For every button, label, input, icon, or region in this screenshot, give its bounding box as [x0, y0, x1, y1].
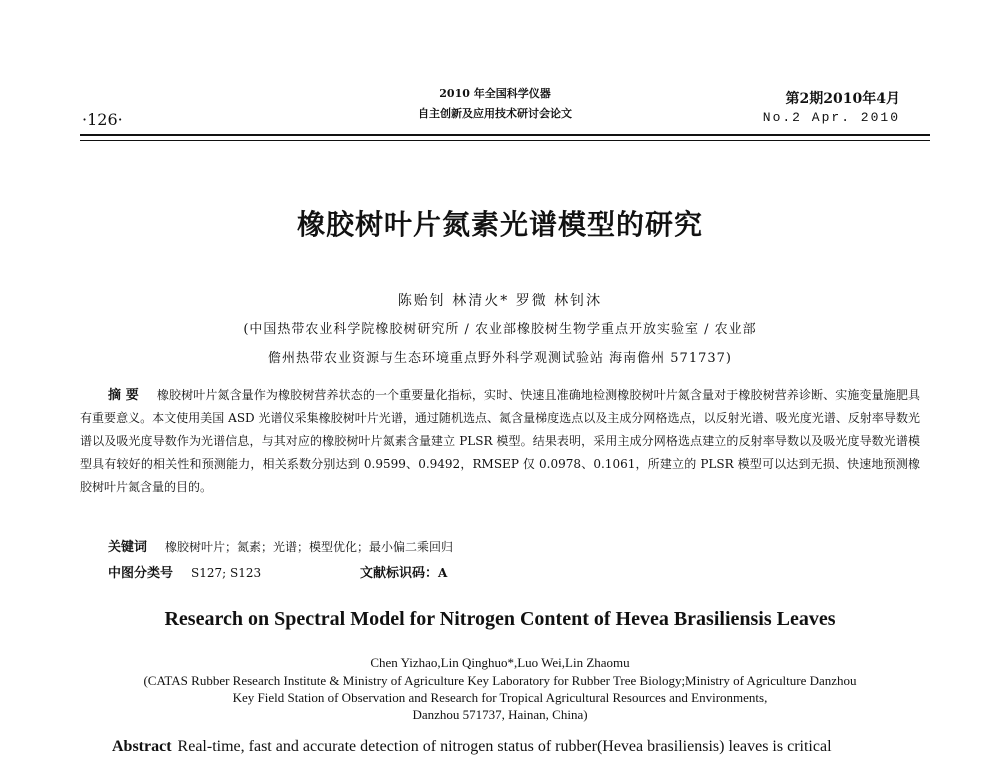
- authors-zh: 陈贻钊 林清火* 罗微 林钊沐: [397, 293, 603, 309]
- page-number: ·126·: [82, 110, 123, 129]
- affiliation-en-line-2: Key Field Station of Observation and Research for Tropical Agricultural Resources and Environments,: [232, 690, 768, 705]
- abstract-zh-text: 橡胶树叶片氮含量作为橡胶树营养状态的一个重要量化指标，实时、快速且准确地检测橡胶树叶片氮含量对于橡胶树营养诊断、实施变量施肥具有重要意义。本文使用美国 ASD 光谱仪采集橡胶树叶片光谱，通过随机选点、氮含量梯度选点以及主成分网格选点，以反射光谱、吸光度光谱、反射率导数光谱以及吸光度导数作为光谱信息，与其对应的橡胶树叶片氮素含量建立 PLSR 模型。结果表明，采用主成分网格选点建立的反射率导数以及吸光度导数光谱模型具有较好的相关性和预测能力，相关系数分别达到 0.9599、0.9492，RMSEP 仅 0.0978、0.1061，所建立的 PLSR 模型可以达到无损、快速地预测橡胶树叶片氮含量的目的。: [80, 388, 920, 494]
- doc-code-row: [360, 562, 447, 581]
- keywords-label: 关键词: [108, 540, 148, 555]
- conference-line-2: 自主创新及应用技术研讨会论文: [418, 107, 572, 120]
- issue-zh: 第2期2010年4月: [785, 91, 900, 107]
- header-rule-thin: [80, 140, 930, 141]
- keywords-row: [108, 536, 453, 555]
- issue-en: No.2 Apr. 2010: [762, 110, 900, 125]
- header-rule-thick: [80, 134, 930, 136]
- abstract-en-label: Abstract: [112, 738, 172, 755]
- keywords-text: 橡胶树叶片；氮素；光谱；模型优化；最小偏二乘回归: [165, 540, 454, 554]
- abstract-zh: [80, 384, 920, 499]
- classification-value: S127; S123: [191, 566, 262, 580]
- abstract-zh-label: 摘 要: [108, 388, 139, 403]
- affiliation-zh-line-1: (中国热带农业科学院橡胶树研究所 / 农业部橡胶树生物学重点开放实验室 / 农业部: [243, 322, 757, 337]
- affiliation-en-line-3: Danzhou 571737, Hainan, China): [412, 707, 588, 722]
- authors-en: Chen Yizhao,Lin Qinghuo*,Luo Wei,Lin Zhaomu: [370, 655, 630, 670]
- abstract-en-text: Real-time, fast and accurate detection of nitrogen status of rubber(Hevea brasiliensis) leaves is critical: [177, 738, 832, 755]
- classification-label: 中图分类号: [108, 566, 174, 581]
- doc-code-label: 文献标识码：: [360, 566, 439, 581]
- conference-line-1: 2010 年全国科学仪器: [439, 87, 551, 100]
- title-zh: 橡胶树叶片氮素光谱模型的研究: [296, 208, 703, 241]
- affiliation-en-line-1: (CATAS Rubber Research Institute & Ministry of Agriculture Key Laboratory for Rubber Tree Biology;Ministry of Agriculture Danzhou: [143, 673, 857, 688]
- title-en: Research on Spectral Model for Nitrogen Content of Hevea Brasiliensis Leaves: [164, 608, 836, 630]
- classification-row: [108, 562, 261, 581]
- abstract-en: [112, 738, 832, 756]
- doc-code-value: A: [438, 566, 448, 580]
- affiliation-zh-line-2: 儋州热带农业资源与生态环境重点野外科学观测试验站 海南儋州 571737): [268, 351, 732, 366]
